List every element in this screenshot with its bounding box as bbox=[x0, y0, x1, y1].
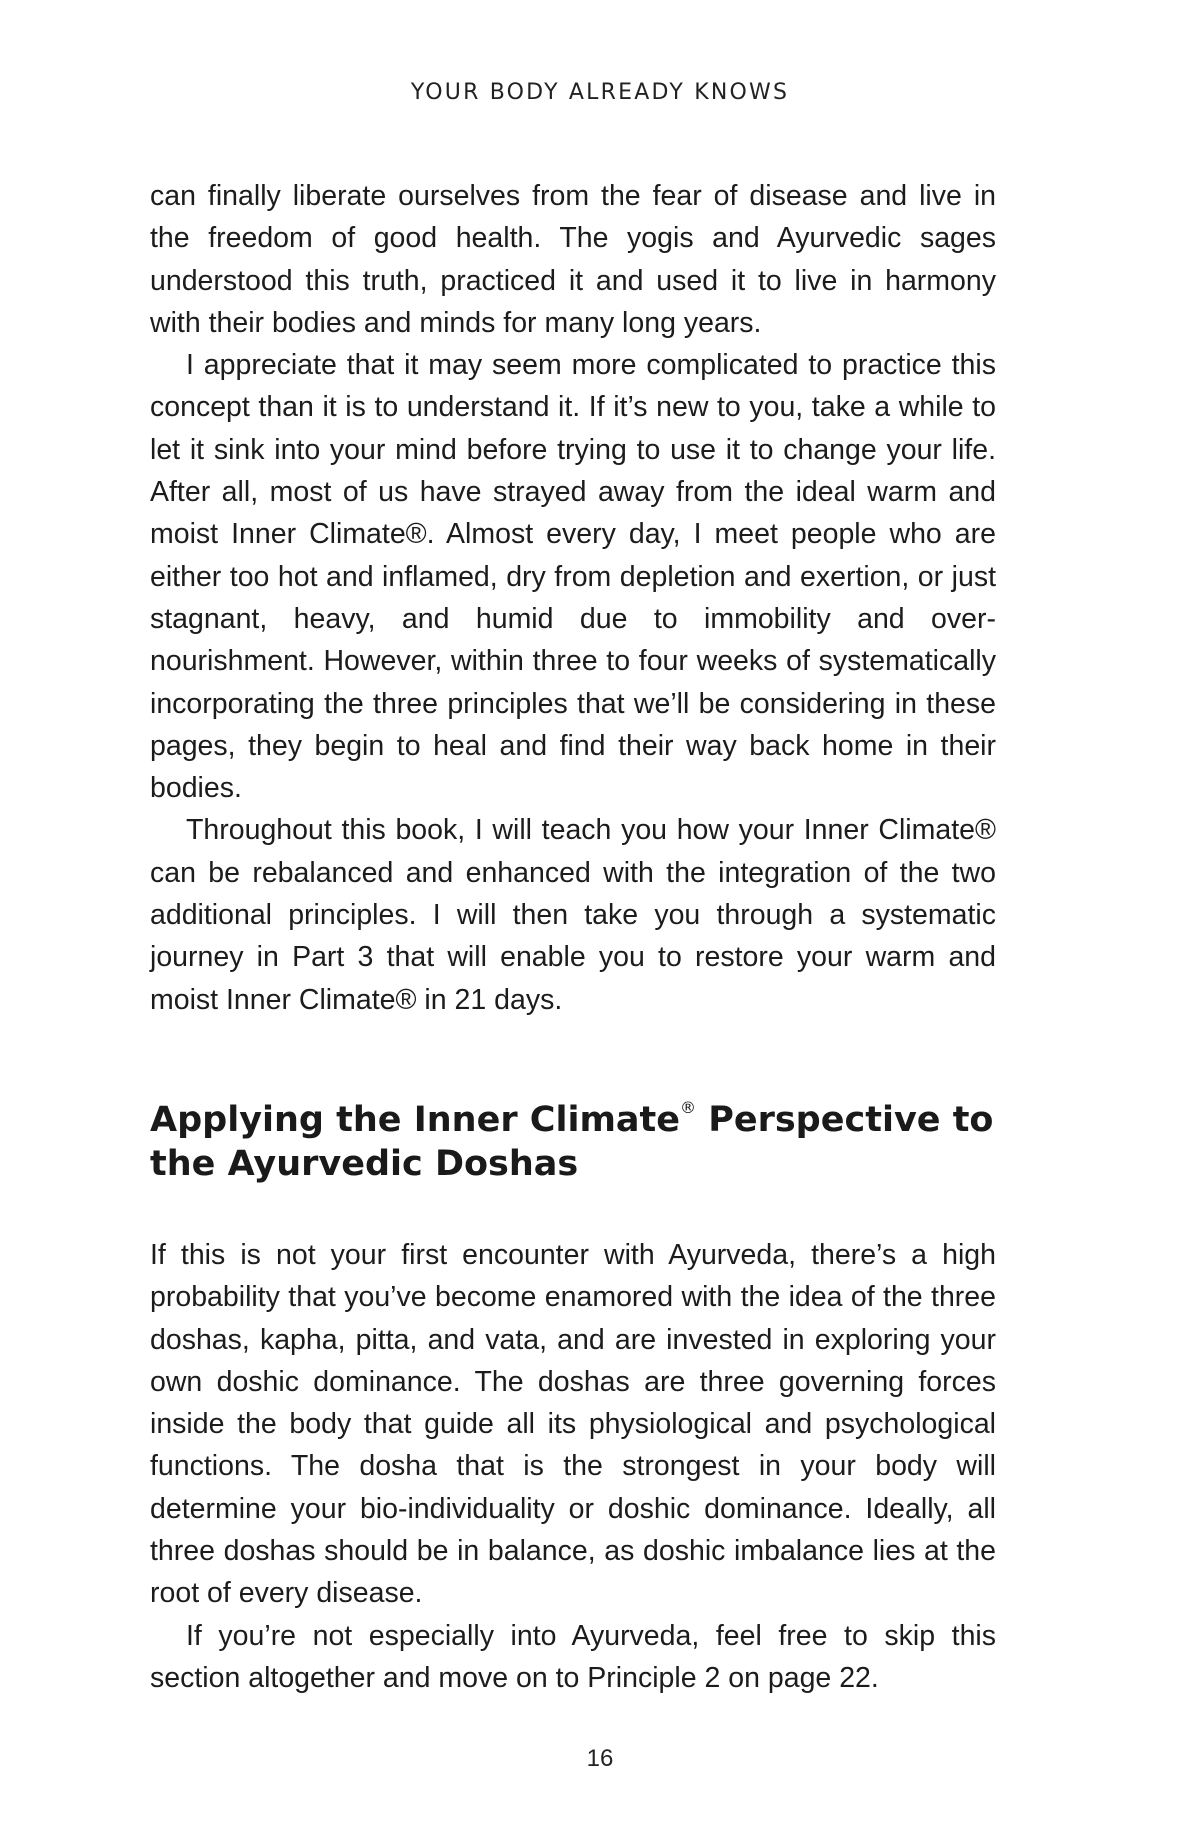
body-text-bottom bbox=[150, 1234, 996, 1699]
paragraph: Throughout this book, I will teach you how your Inner Climate® can be rebalanced and enhanced with the integration of the two additional principles. I will then take you through a systematic journey in Part 3 that will enable you to restore your warm and moist Inner Climate® in 21 days. bbox=[150, 814, 996, 1016]
paragraph: can finally liberate ourselves from the fear of disease and live in the freedom of good health. The yogis and Ayurvedic sages understood this truth, practiced it and used it to live in harmony with their bodies and minds for many long years. bbox=[150, 180, 996, 339]
section-heading bbox=[150, 1098, 996, 1186]
paragraph: I appreciate that it may seem more complicated to practice this concept than it is to understand it. If it’s new to you, take a while to let it sink into your mind before trying to use it to change your life. After all, most of us have strayed away from the ideal warm and moist Inner Climate®. Almost every day, I meet people who are either too hot and inflamed, dry from depletion and exertion, or just stagnant, heavy, and humid due to immobility and over-nourishment. However, within three to four weeks of systematically incorporating the three principles that we’ll be considering in these pages, they begin to heal and find their way back home in their bodies. bbox=[150, 349, 996, 805]
body-text-top bbox=[150, 175, 996, 1021]
registered-mark: ® bbox=[680, 1098, 697, 1117]
paragraph: If this is not your first encounter with Ayurveda, there’s a high probability that you’ve become enamored with the idea of the three doshas, kapha, pitta, and vata, and are invested in exploring your own doshic dominance. The doshas are three governing forces inside the body that guide all its physiological and psychological functions. The dosha that is the strongest in your body will determine your bio-individuality or doshic dominance. Ideally, all three doshas should be in balance, as doshic imbalance lies at the root of every disease. bbox=[150, 1239, 996, 1610]
section-heading-text: Perspective to the Ayurvedic Doshas bbox=[150, 1100, 994, 1184]
page-number: 16 bbox=[586, 1745, 614, 1772]
section-heading-text: Applying the Inner Climate bbox=[150, 1100, 681, 1140]
running-head: YOUR BODY ALREADY KNOWS bbox=[410, 80, 790, 105]
paragraph: If you’re not especially into Ayurveda, feel free to skip this section altogether and move on to Principle 2 on page 22. bbox=[150, 1619, 996, 1694]
